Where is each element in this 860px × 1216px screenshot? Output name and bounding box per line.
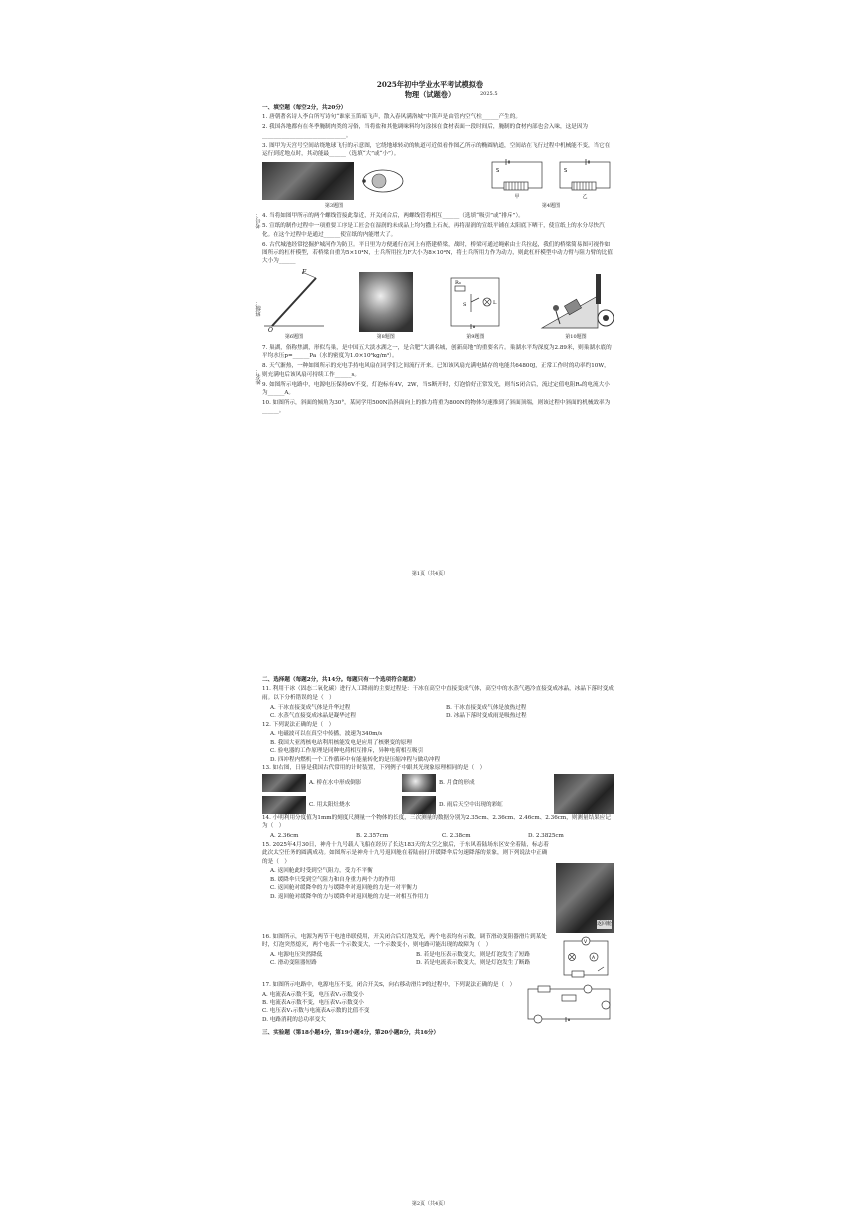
option-a: A. 干冰直接变成气体是升华过程 — [270, 704, 351, 711]
option-d: D. 若是电流表示数变大，则是灯泡发生了断路 — [416, 960, 531, 967]
option-c: C. 用太阳灶烧水 — [262, 796, 392, 814]
figure-9 — [445, 272, 505, 341]
solenoid-circuit-yi — [556, 158, 614, 192]
solar-cooker-photo — [262, 796, 306, 814]
fan-photo — [359, 272, 413, 332]
question-16-options — [262, 951, 554, 968]
svg-text:V: V — [584, 939, 588, 945]
exam-title: 2025年初中学业水平考试模拟卷 — [376, 80, 484, 89]
option-a: A. 2.36cm — [270, 833, 299, 840]
figure-4-caption: 第4题图 — [541, 203, 561, 210]
question-3: 3. 图甲为天宫号空间站绕地球飞行的示意图，它绕地球转动的轨道可近似看作图乙所示的椭圆轨道，空间站在飞行过程中机械能不变，当它在运行到近地点时，其动能最______（选填“大”或“小”）。 — [262, 142, 611, 158]
question-15-block — [262, 841, 614, 933]
capsule-label: 返回舱 — [596, 921, 612, 928]
section-3-heading: 三、实验题（第18小题4分，第19小题4分，第20小题8分，共16分） — [262, 1029, 440, 1036]
question-17: 17. 如图所示电路中，电源电压不变，闭合开关S，向右移动滑片P的过程中，下列说法正确的是（ ） — [262, 981, 516, 988]
option-c: C. 返回舱对缓降伞的力与缓降伞对返回舱的力是一对平衡力 — [270, 885, 418, 892]
section-heading: 二、选择题（每题2分，共14分。每题只有一个选项符合题意） — [262, 677, 420, 683]
side-label-class: 班级： — [256, 300, 262, 317]
circuit-diagram-16 — [558, 933, 614, 981]
figure-6-caption: 第6题图 — [284, 334, 304, 341]
side-label-name: 姓名： — [256, 368, 262, 385]
option-c: C. 电压表V₁示数与电流表A示数的比值不变 — [262, 1008, 370, 1015]
question-6: 6. 古代城池经常挖掘护城河作为防卫。平日里为方便通行在河上有搭建桥梁，战时，桥梁可通过绳索由士兵拉起，我们的桥梁简易图可视作如图所示的杠杆模型，若桥梁自重为5×10⁴N，士兵所用拉力F大小为8×10⁴N，将士兵所用力作为动力，则此杠杆模型中动力臂与阻力臂的比值大小为______ — [262, 241, 613, 265]
question-11-options — [262, 704, 614, 721]
page-1-footer: 第1页（共4页） — [411, 571, 449, 577]
figure-row-6-10 — [262, 268, 614, 342]
side-label-number: 考号： — [256, 212, 262, 229]
option-c: C. 滑动变阻器短路 — [270, 960, 317, 967]
option-b: B. 若是电压表示数变大，则是灯泡发生了短路 — [416, 952, 530, 958]
option-a: A. 桥在水中形成倒影 — [262, 774, 392, 792]
section-fill-in — [262, 102, 614, 417]
figure-row-3-4 — [262, 160, 614, 210]
option-c: C. 2.38cm — [442, 833, 471, 840]
exam-date: 2025.5 — [480, 91, 498, 97]
question-10: 10. 如图所示，斜面的倾角为30°，某同学用500N沿斜面向上的推力将重为800N的物体匀速推到了斜面顶端，则该过程中斜面的机械效率为______。 — [262, 399, 611, 415]
exam-subtitle: 物理（试题卷） — [404, 90, 456, 99]
question-13-options — [262, 774, 614, 814]
question-1: 1. 唐朝著名诗人李白所写诗句“谁家玉笛暗飞声，散入春风满洛城”中笛声是由管内空气柱______产生的。 — [262, 114, 521, 121]
option-d: D. 2.3825cm — [528, 833, 564, 840]
option-a: A. 返回舱此时受到空气阻力，受力不平衡 — [270, 868, 373, 875]
question-8: 8. 天气渐热，一种如图所示的充电手持电风扇在同学们之间流行开来。已知该风扇充满电储存的电能共64800J，正常工作时的功率约10W，则充满电后该风扇可持续工作______s。 — [262, 363, 610, 378]
question-13: 13. 如右图，日晷是我国古代常用的计时装置，下列例子中跟其光现象原理相同的是（ ） — [262, 765, 486, 772]
pivot-label: O — [268, 327, 273, 333]
figure-9-caption: 第9题图 — [466, 334, 485, 341]
figure-10-caption: 第10题图 — [565, 334, 587, 341]
option-a: A. 电源电压突然降低 — [270, 952, 323, 958]
figure-3-caption: 第3题图 — [324, 203, 344, 210]
option-b: B. 电流表A示数不变，电压表V₂示数变小 — [262, 1000, 364, 1006]
question-14: 14. 小明利用分度值为1mm的刻度尺测量一个物体的长度，三次测量的数据分别为2.35cm、2.36cm、2.46cm、2.36cm，则测量结果应记为（ ） — [262, 814, 611, 830]
sundial-photo — [554, 774, 614, 814]
rainbow-photo — [402, 796, 436, 814]
figure-6 — [262, 268, 326, 341]
question-4: 4. 当将如图甲所示的两个螺线管接此靠近，开关闭合后，两螺线管将相互______（选填“吸引”或“排斥”）。 — [262, 213, 524, 220]
circuit-diagram-17 — [522, 981, 614, 1027]
option-d: D. 返回舱对缓降伞的力与缓降伞对返回舱的力是一对相互作用力 — [270, 893, 429, 900]
option-b: B. 月食的形成 — [402, 774, 532, 792]
option-c: C. 验电器的工作原理是同种电荷相互排斥，异种电荷相互吸引 — [270, 748, 424, 755]
option-b: B. 我国大亚湾核电站利用核能发电是应用了核聚变的原理 — [270, 739, 412, 746]
label-jia: 甲 — [514, 193, 520, 200]
page-2-footer: 第2页（共4页） — [411, 1201, 449, 1207]
option-a: A. 电流表A示数不变，电压表V₁示数变小 — [262, 991, 364, 998]
question-12: 12. 下列说法正确的是（ ） — [262, 721, 335, 728]
question-15: 15. 2025年4月30日，神舟十九号载人飞船在经历了长达183天的太空之旅后，于东风着陆场东区安全着陆，标志着此次太空任务的圆满成功。如图所示是神舟十九号返回舱在着陆前打开缓降伞后匀速降落的景象，则下列说法中正确的是（ ） — [262, 841, 549, 865]
option-d: D. 雨后天空中出现的彩虹 — [402, 796, 532, 814]
lamp-label: L — [493, 300, 497, 307]
question-7: 7. 巢湖，俗称焦湖，形似鸟巢，是中国五大淡水湖之一，是合肥“大湖名城，创新高地”的重要名片。巢湖水平均深度为2.89米，则巢湖水底的平均水压p=______Pa（水的密度为1.0×10³kg/m³）。 — [262, 344, 612, 360]
question-2: 2. 我国各地都有在冬季腌制肉类的习俗，当将盐和其他调味料均匀涂抹在食材表面一段时间后，腌制的食材内部也会入味，这是因为______________________________。 — [262, 124, 588, 139]
question-17-block — [262, 981, 614, 1027]
option-a: A. 电磁波可以在真空中传播，波速为340m/s — [270, 731, 383, 738]
orbit-diagram — [360, 161, 406, 201]
option-b: B. 2.357cm — [356, 833, 389, 840]
force-label: F — [302, 269, 307, 277]
lunar-eclipse-photo — [402, 774, 436, 792]
capsule-photo — [556, 863, 614, 933]
option-d: D. 四冲程内燃机一个工作循环中有能量转化的是压缩冲程与做功冲程 — [270, 756, 441, 763]
switch-label: S — [564, 167, 568, 174]
option-d: D. 电路消耗的总功率变大 — [262, 1016, 326, 1023]
option-b: B. 缓降伞只受到空气阻力和自身重力两个力的作用 — [270, 876, 396, 883]
figure-10 — [538, 272, 614, 341]
section-multiple-choice — [262, 674, 614, 1038]
incline-diagram — [538, 272, 614, 332]
bridge-reflection-photo — [262, 774, 306, 792]
switch-label: S — [463, 302, 467, 309]
solenoid-circuit-jia — [488, 158, 546, 192]
figure-4 — [488, 158, 614, 211]
circuit-diagram-9 — [445, 272, 505, 332]
space-station-photo — [262, 162, 354, 200]
question-16: 16. 如图所示，电源为两节干电池串联使用，开关闭合后灯泡发光，两个电表均有示数，调节滑动变阻器滑片到某处时，灯泡突然熄灭，两个电表一个示数变大，一个示数变小，则电路可能出现的故障为（ ） — [262, 933, 547, 949]
option-c: C. 水蒸气直接变成冰晶是凝华过程 — [270, 713, 356, 720]
lever-bridge-diagram — [262, 268, 326, 332]
question-14-options — [262, 832, 614, 840]
section-heading: 一、填空题（每空2分，共20分） — [262, 105, 347, 111]
question-9: 9. 如图所示电路中，电源电压保持6V不变，灯泡标有4V，2W，当S断开时，灯泡恰好正常发光，则当S闭合后，流过定值电阻R₀的电流大小为______A。 — [262, 381, 610, 396]
svg-text:A: A — [592, 955, 596, 961]
question-5: 5. 宣纸的制作过程中一项重要工序是工匠会在湿润的未成品上均匀撒上石灰，再将湿润的宣纸平铺在太阳底下晒干，使宣纸上的水分尽快汽化。在这个过程中是通过______使宣纸的内能增大了。 — [262, 223, 605, 238]
figure-8 — [359, 272, 413, 341]
question-16-block — [262, 933, 614, 981]
figure-8-caption: 第8题图 — [376, 334, 395, 341]
question-11: 11. 利用干冰（固态二氧化碳）进行人工降雨的主要过程是：干冰在高空中直接变成气体，高空中的水蒸气遇冷直接变成冰晶，冰晶下落时变成雨。以下分析错误的是（ ） — [262, 686, 614, 701]
label-yi: 乙 — [582, 193, 588, 200]
exam-page-2 — [0, 660, 860, 1216]
resistor-label: R₀ — [455, 280, 462, 287]
figure-3 — [262, 161, 406, 210]
option-d: D. 冰晶下落时变成雨是吸热过程 — [446, 713, 527, 720]
switch-label: S — [496, 167, 500, 174]
option-b: B. 干冰直接变成气体是放热过程 — [446, 704, 527, 711]
